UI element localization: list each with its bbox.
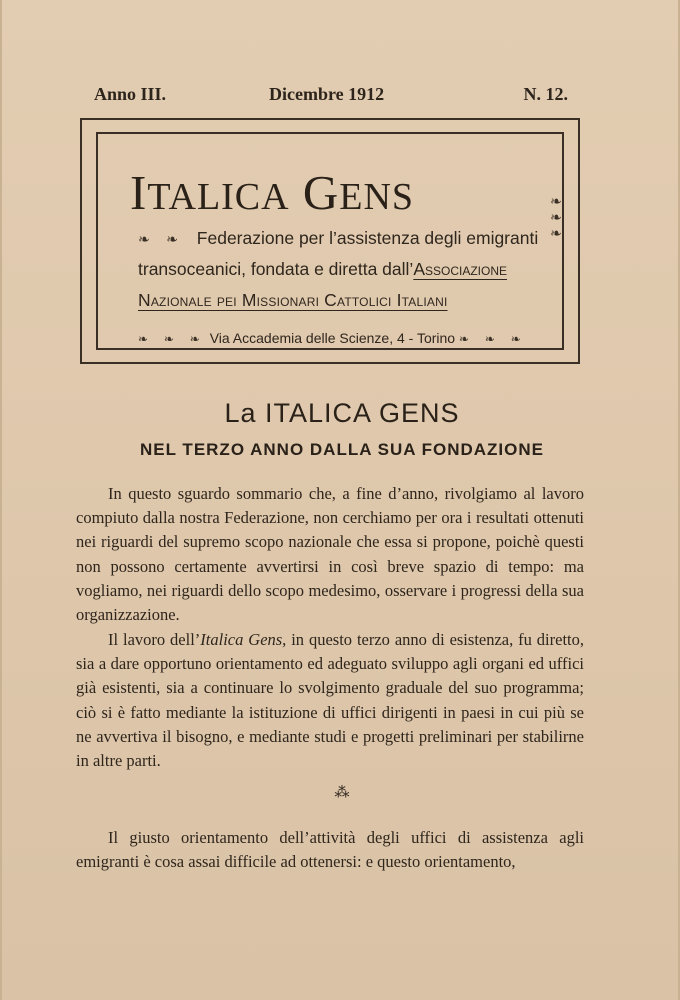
masthead-inner-frame [96, 132, 568, 350]
federation-line-1: ❧ ❧ Federazione per l’assistenza degli emigranti [138, 228, 539, 248]
fleuron-icon: ❧ ❧ ❧ [458, 332, 527, 346]
address-text: Via Accademia delle Scienze, 4 - Torino [209, 330, 456, 346]
journal-title: ITALICA GENS [130, 165, 415, 220]
federation-line-2: transoceanici, fondata e diretta dall’Associazione [138, 259, 507, 279]
journal-name-italic: Italica Gens, [200, 630, 287, 649]
issue-date: Dicembre 1912 [269, 84, 385, 104]
paragraph-3: Il giusto orientamento dell’attività degli uffici di assistenza agli emigranti è cosa assai difficile ad ottenersi: e questo orientamento, [76, 828, 584, 872]
issue-year: Anno III. [94, 84, 167, 104]
article-title: La ITALICA GENS [224, 398, 460, 428]
association-name: Associazione [413, 259, 507, 279]
paragraph-1: In questo sguardo sommario che, a fine d’anno, rivolgiamo al lavoro compiuto dalla nostra Federazione, non cerchiamo per ora i resultati ottenuti nei riguardi del supremo scopo nazionale che essa si propone, poichè questi non possono certamente avvertirsi in così breve spazio di tempo: ma vogliamo, nei riguardi dello scopo medesimo, osservare i progressi della sua organizzazione. [76, 484, 584, 625]
masthead-frame [80, 118, 580, 364]
asterism-icon: ⁂ [334, 783, 350, 801]
title-fleuron-icon: ❧ ❧ ❧ [550, 194, 568, 242]
issue-header [94, 84, 568, 108]
issue-number: N. 12. [523, 84, 568, 104]
fleuron-icon: ❧ ❧ ❧ [138, 332, 206, 346]
federation-line-3: Nazionale pei Missionari Cattolici Italiani [138, 290, 448, 310]
article-subtitle: NEL TERZO ANNO DALLA SUA FONDAZIONE [140, 440, 544, 459]
paragraph-2: Il lavoro dell’Italica Gens, in questo terzo anno di esistenza, fu diretto, sia a dare opportuno orientamento ed adeguato sviluppo agli organi ed uffici già esistenti, sia a continuare lo svolgimento graduale del suo programma; ciò si è fatto mediante la istituzione di uffici dirigenti in paesi in cui più se ne avvertiva il bisogno, e mediante studi e progetti preliminari per stabilirne in altre parti. [76, 630, 585, 771]
address-line [138, 330, 558, 346]
fleuron-icon: ❧ ❧ [138, 232, 184, 248]
